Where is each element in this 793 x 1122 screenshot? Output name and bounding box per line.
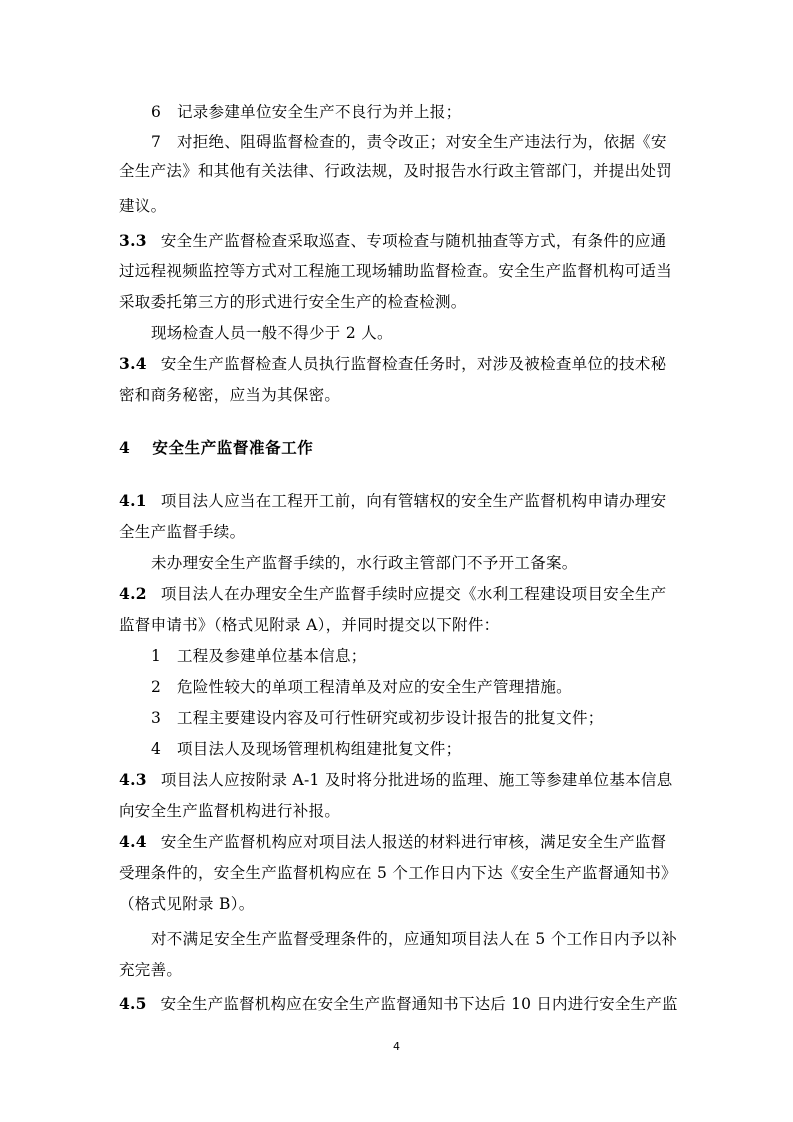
clause-number: 4.2: [119, 584, 147, 603]
clause-text: 项目法人应当在工程开工前，向有管辖权的安全生产监督机构申请办理安: [160, 492, 667, 510]
clause-3-3-line-4: 现场检查人员一般不得少于 2 人。: [151, 324, 393, 342]
clause-4-2-line-1: [119, 584, 666, 604]
section-heading-4: [119, 438, 313, 458]
attachment-item-3: 3 工程主要建设内容及可行性研究或初步设计报告的批复文件；: [151, 709, 604, 727]
clause-3-4-line-2: 密和商务秘密，应当为其保密。: [119, 386, 341, 404]
page-number: 4: [393, 1040, 400, 1053]
clause-number: 3.4: [119, 354, 147, 373]
clause-3-3-line-1: [119, 231, 666, 251]
clause-4-1-line-3: 未办理安全生产监督手续的，水行政主管部门不予开工备案。: [151, 554, 578, 572]
list-item-7-line-2: 全生产法》和其他有关法律、行政法规，及时报告水行政主管部门，并提出处罚: [119, 162, 673, 180]
clause-4-2-line-2: 监督申请书》（格式见附录 A），并同时提交以下附件：: [119, 616, 500, 634]
clause-3-4-line-1: [119, 354, 666, 374]
clause-number: 4.1: [119, 491, 147, 510]
clause-4-4-line-5: 充完善。: [119, 961, 183, 979]
clause-number: 4.3: [119, 770, 147, 789]
list-item-6: 6 记录参建单位安全生产不良行为并上报；: [151, 103, 462, 121]
section-number: 4: [119, 438, 131, 457]
clause-4-4-line-2: 受理条件的，安全生产监督机构应在 5 个工作日内下达《安全生产监督通知书》: [119, 864, 677, 882]
list-item-7-line-3: 建议。: [119, 197, 167, 215]
clause-text: 项目法人应按附录 A-1 及时将分批进场的监理、施工等参建单位基本信息: [160, 771, 673, 789]
clause-4-4-line-1: [119, 832, 666, 852]
attachment-item-2: 2 危险性较大的单项工程清单及对应的安全生产管理措施。: [151, 678, 572, 696]
clause-4-3-line-2: 向安全生产监督机构进行补报。: [119, 802, 341, 820]
attachment-item-4: 4 项目法人及现场管理机构组建批复文件；: [151, 740, 462, 758]
clause-number: 4.5: [119, 994, 147, 1013]
clause-number: 4.4: [119, 832, 147, 851]
clause-text: 安全生产监督检查人员执行监督检查任务时，对涉及被检查单位的技术秘: [160, 355, 667, 373]
clause-4-4-line-4: 对不满足安全生产监督受理条件的，应通知项目法人在 5 个工作日内予以补: [151, 930, 678, 948]
clause-3-3-line-2: 过远程视频监控等方式对工程施工现场辅助监督检查。安全生产监督机构可适当: [119, 262, 673, 280]
clause-4-1-line-1: [119, 491, 666, 511]
clause-4-4-line-3: （格式见附录 B）。: [119, 895, 255, 913]
clause-number: 3.3: [119, 231, 147, 250]
clause-4-3-line-1: [119, 770, 673, 790]
clause-4-5-line-1: [119, 994, 678, 1014]
clause-4-1-line-2: 全生产监督手续。: [119, 523, 246, 541]
list-item-7-line-1: 7 对拒绝、阻碍监督检查的，责令改正；对安全生产违法行为，依据《安: [151, 133, 667, 151]
attachment-item-1: 1 工程及参建单位基本信息；: [151, 647, 367, 665]
clause-text: 项目法人在办理安全生产监督手续时应提交《水利工程建设项目安全生产: [160, 585, 667, 603]
section-title: 安全生产监督准备工作: [152, 438, 314, 457]
clause-text: 安全生产监督机构应在安全生产监督通知书下达后 10 日内进行安全生产监: [160, 995, 678, 1013]
clause-text: 安全生产监督检查采取巡查、专项检查与随机抽查等方式，有条件的应通: [160, 232, 667, 250]
clause-text: 安全生产监督机构应对项目法人报送的材料进行审核，满足安全生产监督: [160, 833, 667, 851]
clause-3-3-line-3: 采取委托第三方的形式进行安全生产的检查检测。: [119, 293, 467, 311]
